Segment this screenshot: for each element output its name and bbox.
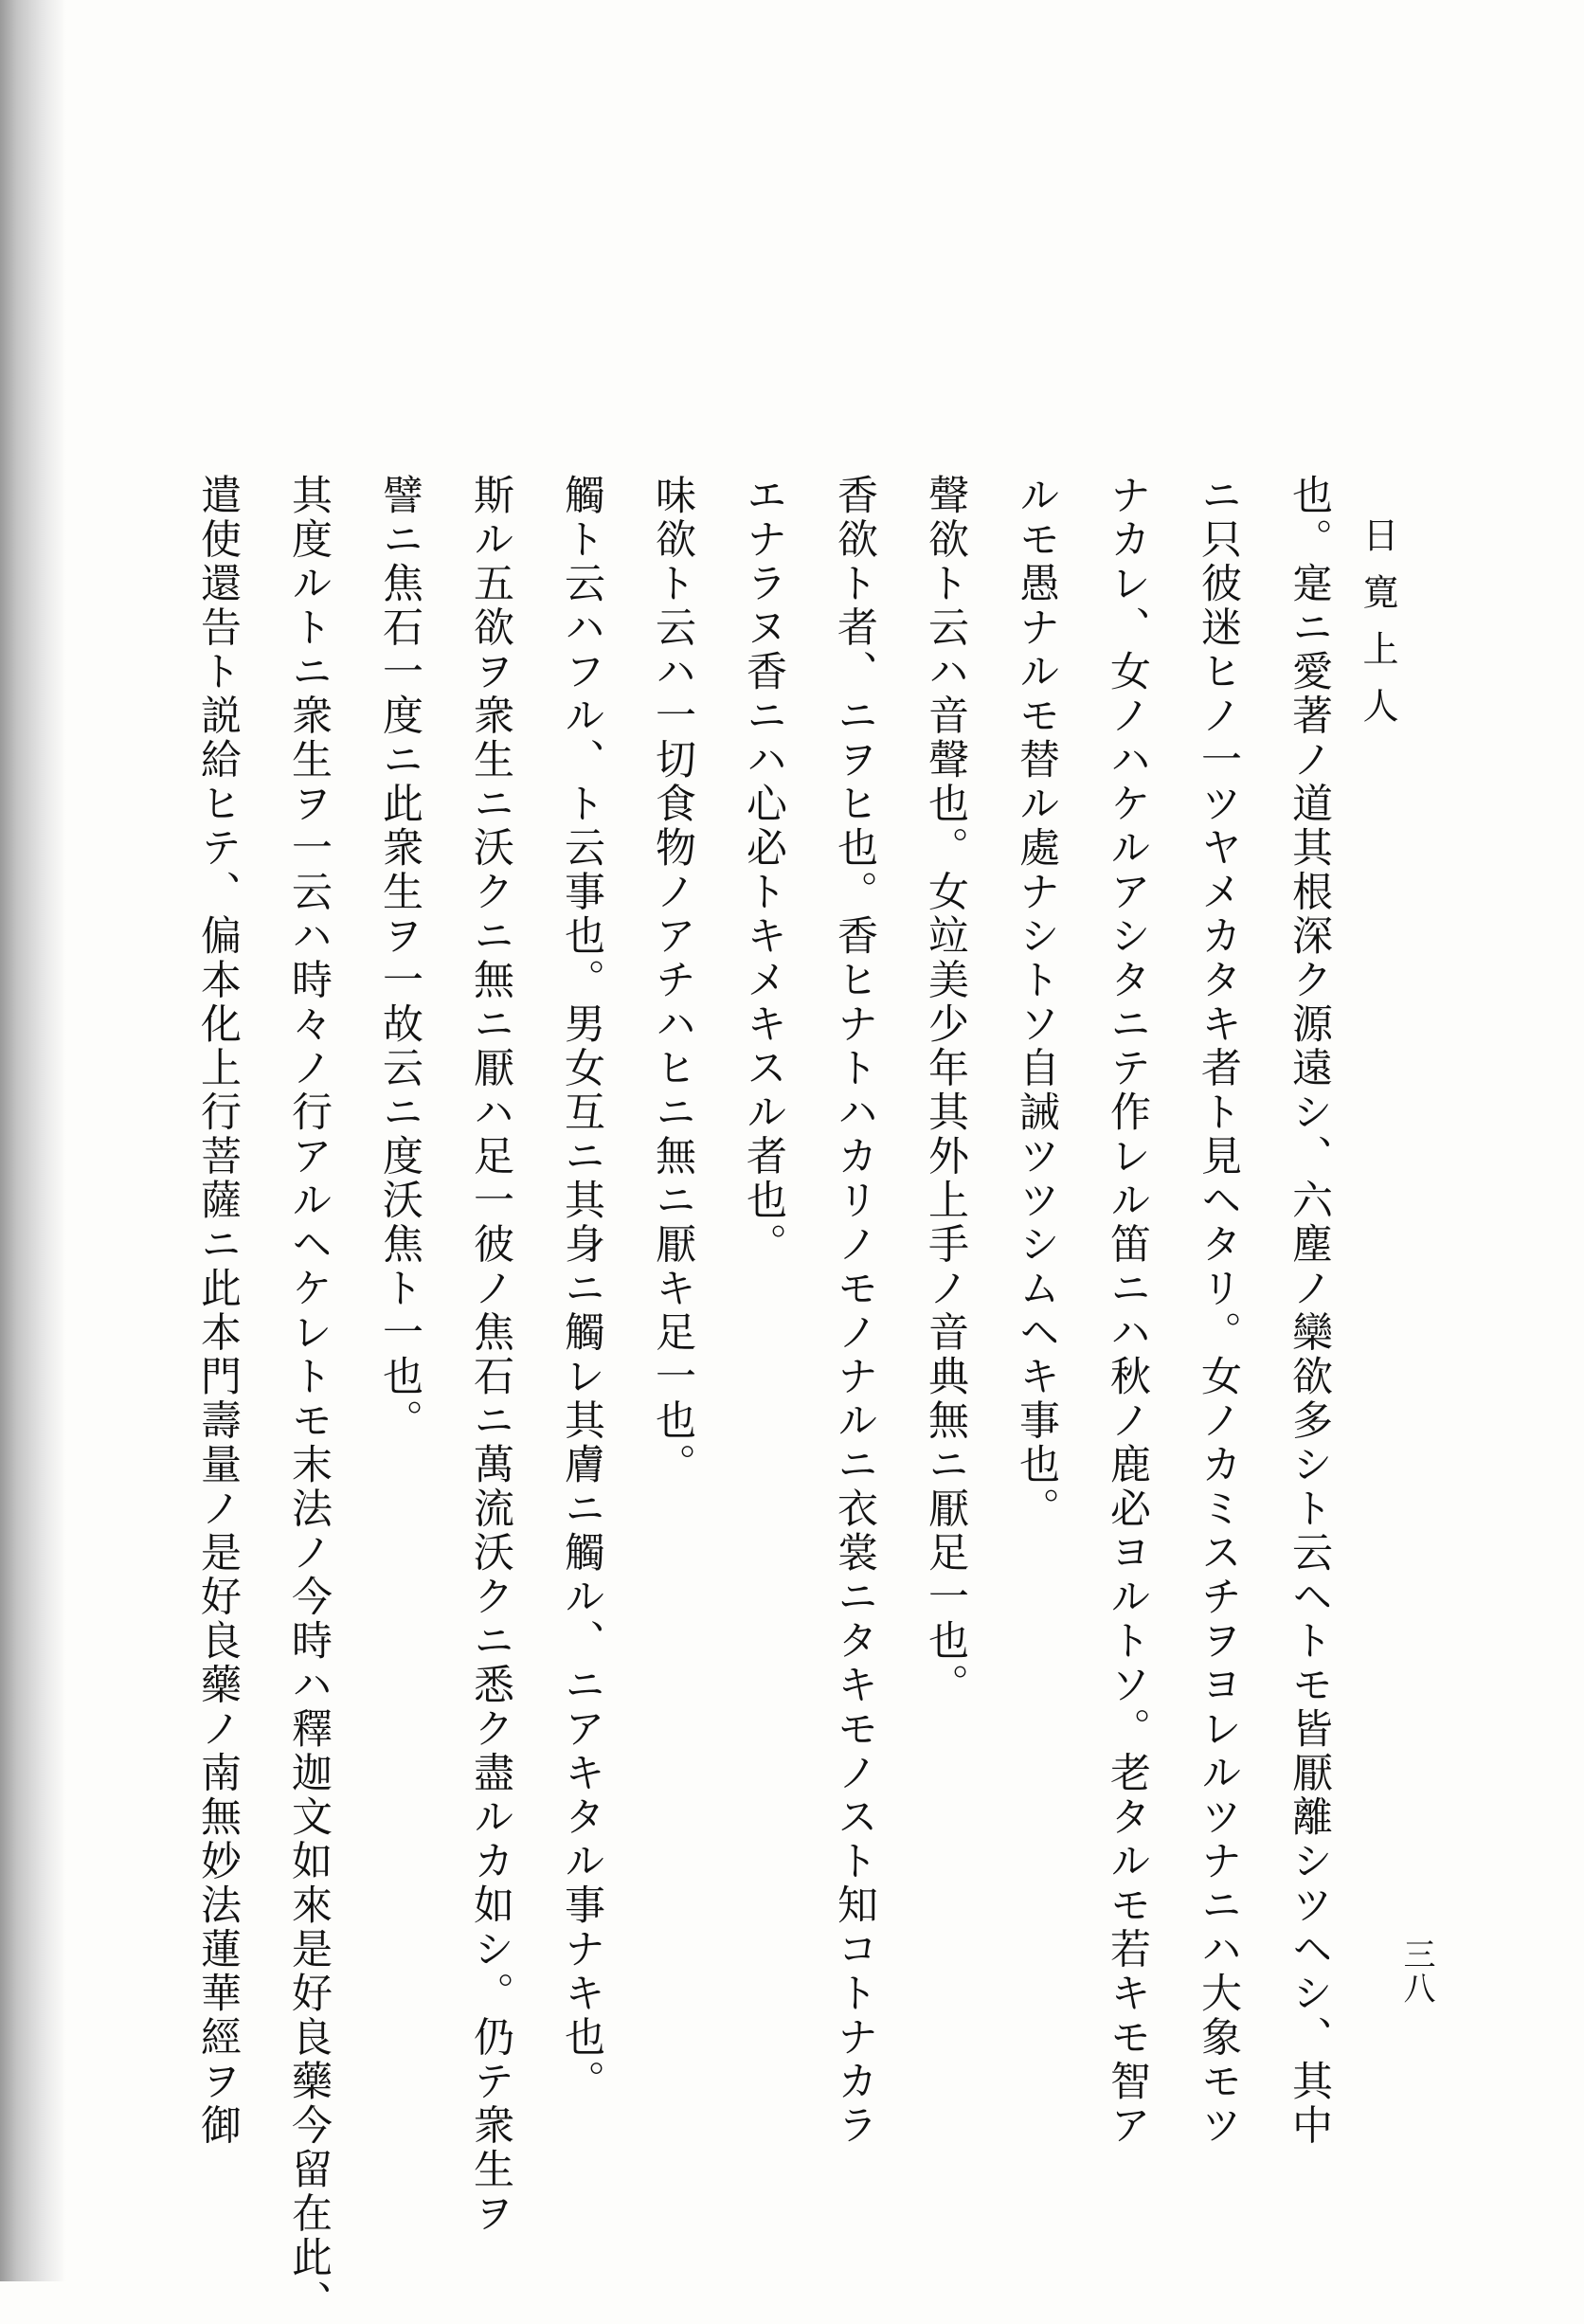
text-line: 其度ルトニ衆生ヲ一云ハ時々ノ行アルヘケレトモ末法ノ今時ハ釋迦文如來是好良藥今留在此、 [285, 474, 333, 2324]
text-line: 譬ニ焦石一度ニ此衆生ヲ一故云ニ度沃焦ト一也。 [376, 474, 423, 1443]
page-number: 三八 [1397, 1937, 1435, 2006]
text-line: ルモ愚ナルモ替ル處ナシトソ自誡ツツシムヘキ事也。 [1013, 474, 1060, 1531]
vertical-text-body [194, 474, 1355, 2324]
text-line: 味欲ト云ハ一切食物ノアチハヒニ無ニ厭キ足一也。 [649, 474, 696, 1487]
text-line: ニ只彼迷ヒノ一ツヤメカタキ者ト見ヘタリ。女ノカミスチヲヨレルツナニハ大象モツ [1195, 474, 1242, 2148]
running-header: 日寛上人 [1357, 516, 1398, 744]
text-line: 觸ト云ハフル、ト云事也。男女互ニ其身ニ觸レ其膚ニ觸ル、ニアキタル事ナキ也。 [558, 474, 605, 2104]
page-gutter-shadow [0, 0, 66, 2281]
text-line: 香欲ト者、ニヲヒ也。香ヒナトハカリノモノナルニ衣裳ニタキモノスト知コトナカラ [831, 474, 878, 2148]
text-line: 聲欲ト云ハ音聲也。女竝美少年其外上手ノ音典無ニ厭足一也。 [922, 474, 969, 1707]
text-line: ナカレ、女ノハケルアシタニテ作レル笛ニハ秋ノ鹿必ヨルトソ。老タルモ若キモ智ア [1104, 474, 1151, 2148]
text-line: エナラヌ香ニハ心必トキメキスル者也。 [740, 474, 787, 1267]
text-line: 也。寔ニ愛著ノ道其根深ク源遠シ、六塵ノ欒欲多シト云ヘトモ皆厭離シツヘシ、其中 [1286, 474, 1333, 2148]
text-line: 斯ル五欲ヲ衆生ニ沃クニ無ニ厭ハ足一彼ノ焦石ニ萬流沃クニ悉ク盡ルカ如シ。仍テ衆生ヲ [467, 474, 514, 2236]
text-line: 遣使還告ト説給ヒテ、偏本化上行菩薩ニ此本門壽量ノ是好良藥ノ南無妙法蓮華經ヲ御 [194, 474, 242, 2148]
